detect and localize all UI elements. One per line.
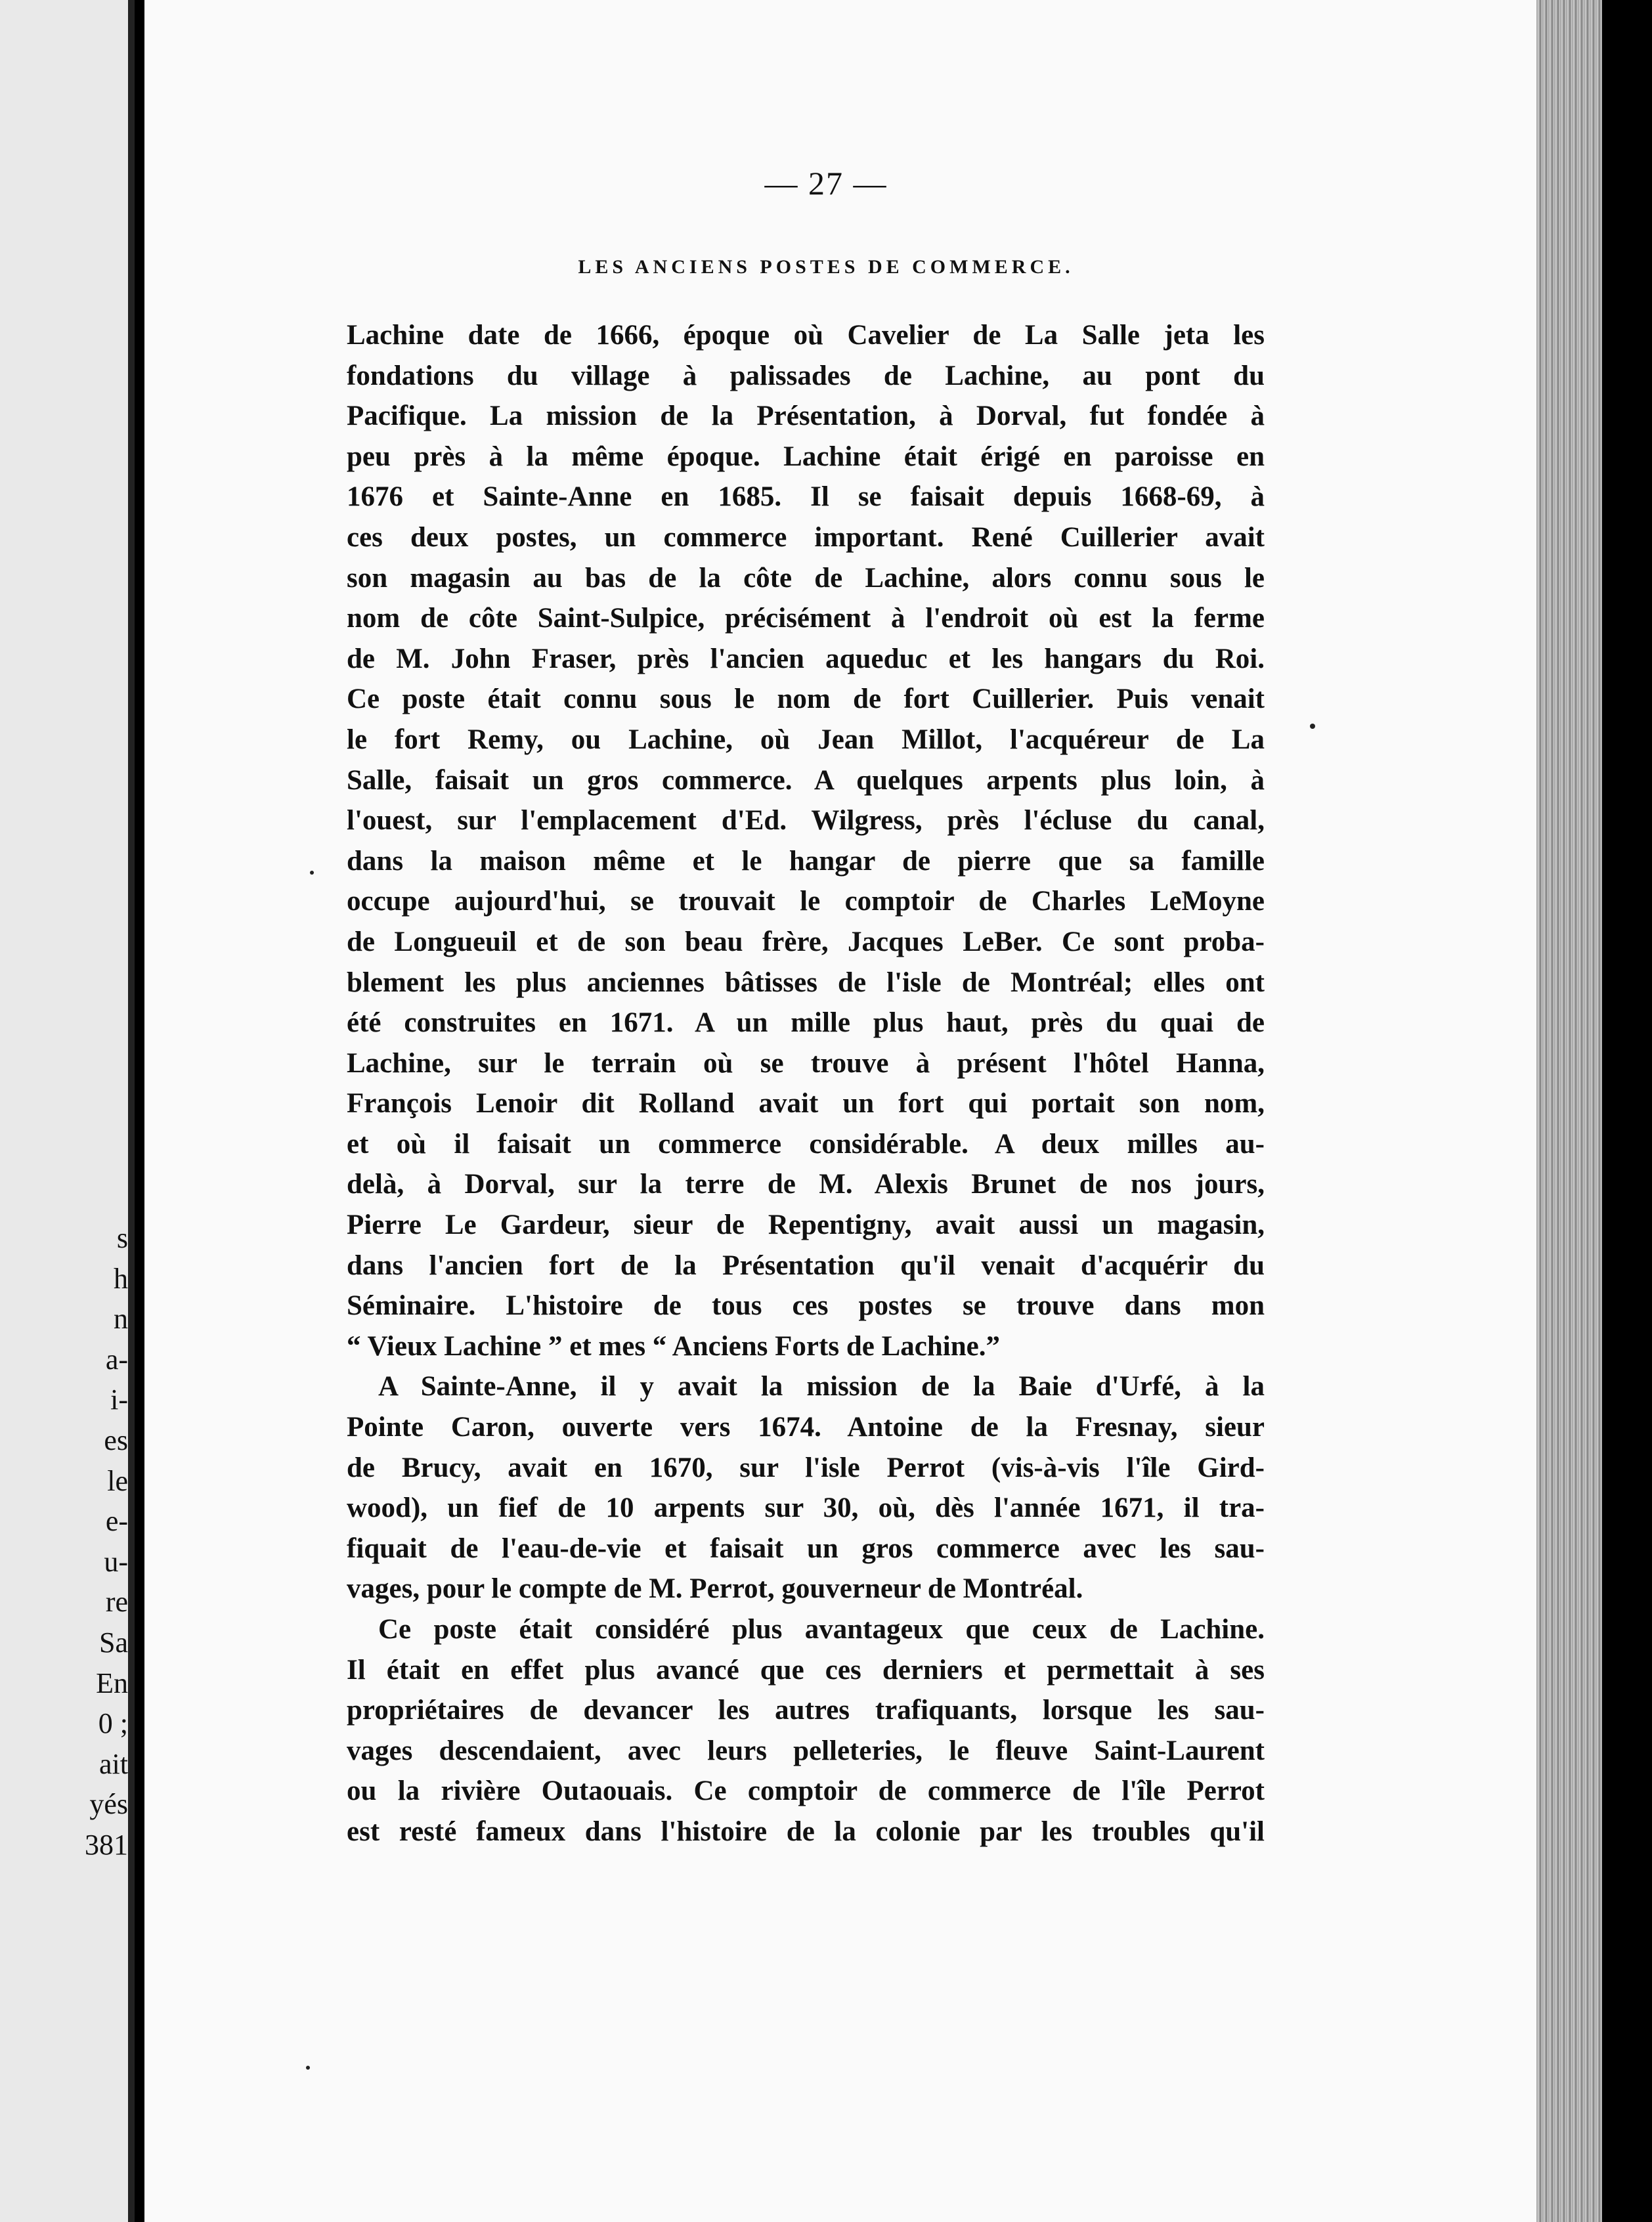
right-background: [1602, 0, 1652, 2222]
text-line: Ce poste était connu sous le nom de fort Cuillerier. Puis venait: [347, 684, 1265, 715]
text-line: A Sainte-Anne, il y avait la mission de la Baie d'Urfé, à la: [378, 1371, 1265, 1403]
body-text: [347, 315, 1265, 1852]
text-line: l'ouest, sur l'emplacement d'Ed. Wilgress, près l'écluse du canal,: [347, 805, 1265, 837]
running-head: LES ANCIENS POSTES DE COMMERCE.: [578, 256, 1074, 278]
text-line: blement les plus anciennes bâtisses de l'isle de Montréal; elles ont: [347, 967, 1265, 998]
text-line: Salle, faisait un gros commerce. A quelques arpents plus loin, à: [347, 764, 1265, 796]
facing-page-margin: [0, 0, 135, 2222]
text-line: 1676 et Sainte-Anne en 1685. Il se faisait depuis 1668-69, à: [347, 481, 1265, 513]
facing-page-fragment: h: [114, 1262, 128, 1295]
ink-speck: [306, 2066, 310, 2070]
text-line: son magasin au bas de la côte de Lachine, alors connu sous le: [347, 562, 1265, 594]
facing-page-fragment: a-: [105, 1343, 128, 1376]
text-line: Lachine date de 1666, époque où Cavelier de La Salle jeta les: [347, 320, 1265, 351]
text-line: Pointe Caron, ouverte vers 1674. Antoine de la Fresnay, sieur: [347, 1412, 1265, 1443]
facing-page-fragment: i-: [110, 1383, 128, 1416]
ink-speck: [310, 871, 314, 875]
facing-page-fragment: e-: [105, 1505, 128, 1538]
text-line: est resté fameux dans l'histoire de la colonie par les troubles qu'il: [347, 1816, 1265, 1847]
page-number: — 27 —: [764, 165, 888, 202]
text-line: et où il faisait un commerce considérable. A deux milles au-: [347, 1128, 1265, 1160]
text-line: de M. John Fraser, près l'ancien aqueduc et les hangars du Roi.: [347, 643, 1265, 674]
text-line: dans l'ancien fort de la Présentation qu'il venait d'acquérir du: [347, 1250, 1265, 1281]
facing-page-fragment: yés: [89, 1788, 128, 1821]
text-line: vages, pour le compte de M. Perrot, gouverneur de Montréal.: [347, 1573, 1083, 1605]
text-line: Pacifique. La mission de la Présentation, à Dorval, fut fondée à: [347, 401, 1265, 432]
ink-speck: [1310, 724, 1315, 729]
text-line: Lachine, sur le terrain où se trouve à présent l'hôtel Hanna,: [347, 1047, 1265, 1079]
text-line: Pierre Le Gardeur, sieur de Repentigny, avait aussi un magasin,: [347, 1209, 1265, 1241]
text-line: peu près à la même époque. Lachine était érigé en paroisse en: [347, 441, 1265, 472]
text-line: Il était en effet plus avancé que ces derniers et permettait à ses: [347, 1654, 1265, 1686]
text-line: de Brucy, avait en 1670, sur l'isle Perrot (vis-à-vis l'île Gird-: [347, 1452, 1265, 1483]
facing-page-fragment: es: [104, 1424, 128, 1456]
facing-page-fragment: 381: [85, 1829, 128, 1861]
text-line: fondations du village à palissades de Lachine, au pont du: [347, 360, 1265, 391]
text-line: nom de côte Saint-Sulpice, précisément à l'endroit où est la ferme: [347, 603, 1265, 634]
text-line: “ Vieux Lachine ” et mes “ Anciens Forts de Lachine.”: [347, 1330, 1000, 1362]
text-line: Séminaire. L'histoire de tous ces postes se trouve dans mon: [347, 1290, 1265, 1322]
facing-page-fragment: ait: [99, 1747, 128, 1780]
facing-page-fragment: En: [96, 1666, 128, 1699]
text-line: François Lenoir dit Rolland avait un fort qui portait son nom,: [347, 1088, 1265, 1120]
text-line: propriétaires de devancer les autres trafiquants, lorsque les sau-: [347, 1695, 1265, 1726]
text-line: fiquait de l'eau-de-vie et faisait un gros commerce avec les sau-: [347, 1533, 1265, 1564]
text-line: le fort Remy, ou Lachine, où Jean Millot, l'acquéreur de La: [347, 724, 1265, 755]
facing-page-fragment: s: [116, 1222, 128, 1254]
text-line: ou la rivière Outaouais. Ce comptoir de commerce de l'île Perrot: [347, 1775, 1265, 1807]
text-line: delà, à Dorval, sur la terre de M. Alexis Brunet de nos jours,: [347, 1169, 1265, 1200]
text-line: Ce poste était considéré plus avantageux que ceux de Lachine.: [378, 1614, 1265, 1645]
facing-page-fragment: Sa: [99, 1626, 128, 1659]
text-line: occupe aujourd'hui, se trouvait le comptoir de Charles LeMoyne: [347, 886, 1265, 917]
facing-page-fragment: le: [107, 1464, 128, 1497]
text-line: été construites en 1671. A un mille plus haut, près du quai de: [347, 1007, 1265, 1039]
text-line: ces deux postes, un commerce important. René Cuillerier avait: [347, 521, 1265, 553]
text-line: dans la maison même et le hangar de pierre que sa famille: [347, 845, 1265, 877]
text-line: vages descendaient, avec leurs pelleteries, le fleuve Saint-Laurent: [347, 1735, 1265, 1766]
facing-page-fragment: 0 ;: [98, 1707, 128, 1740]
facing-page-fragment: u-: [104, 1545, 128, 1578]
facing-page-fragment: n: [114, 1303, 128, 1336]
facing-page-fragment: re: [105, 1586, 128, 1619]
text-line: wood), un fief de 10 arpents sur 30, où, dès l'année 1671, il tra-: [347, 1492, 1265, 1524]
page-edge-stack: [1536, 0, 1602, 2222]
text-line: de Longueuil et de son beau frère, Jacques LeBer. Ce sont proba-: [347, 926, 1265, 957]
